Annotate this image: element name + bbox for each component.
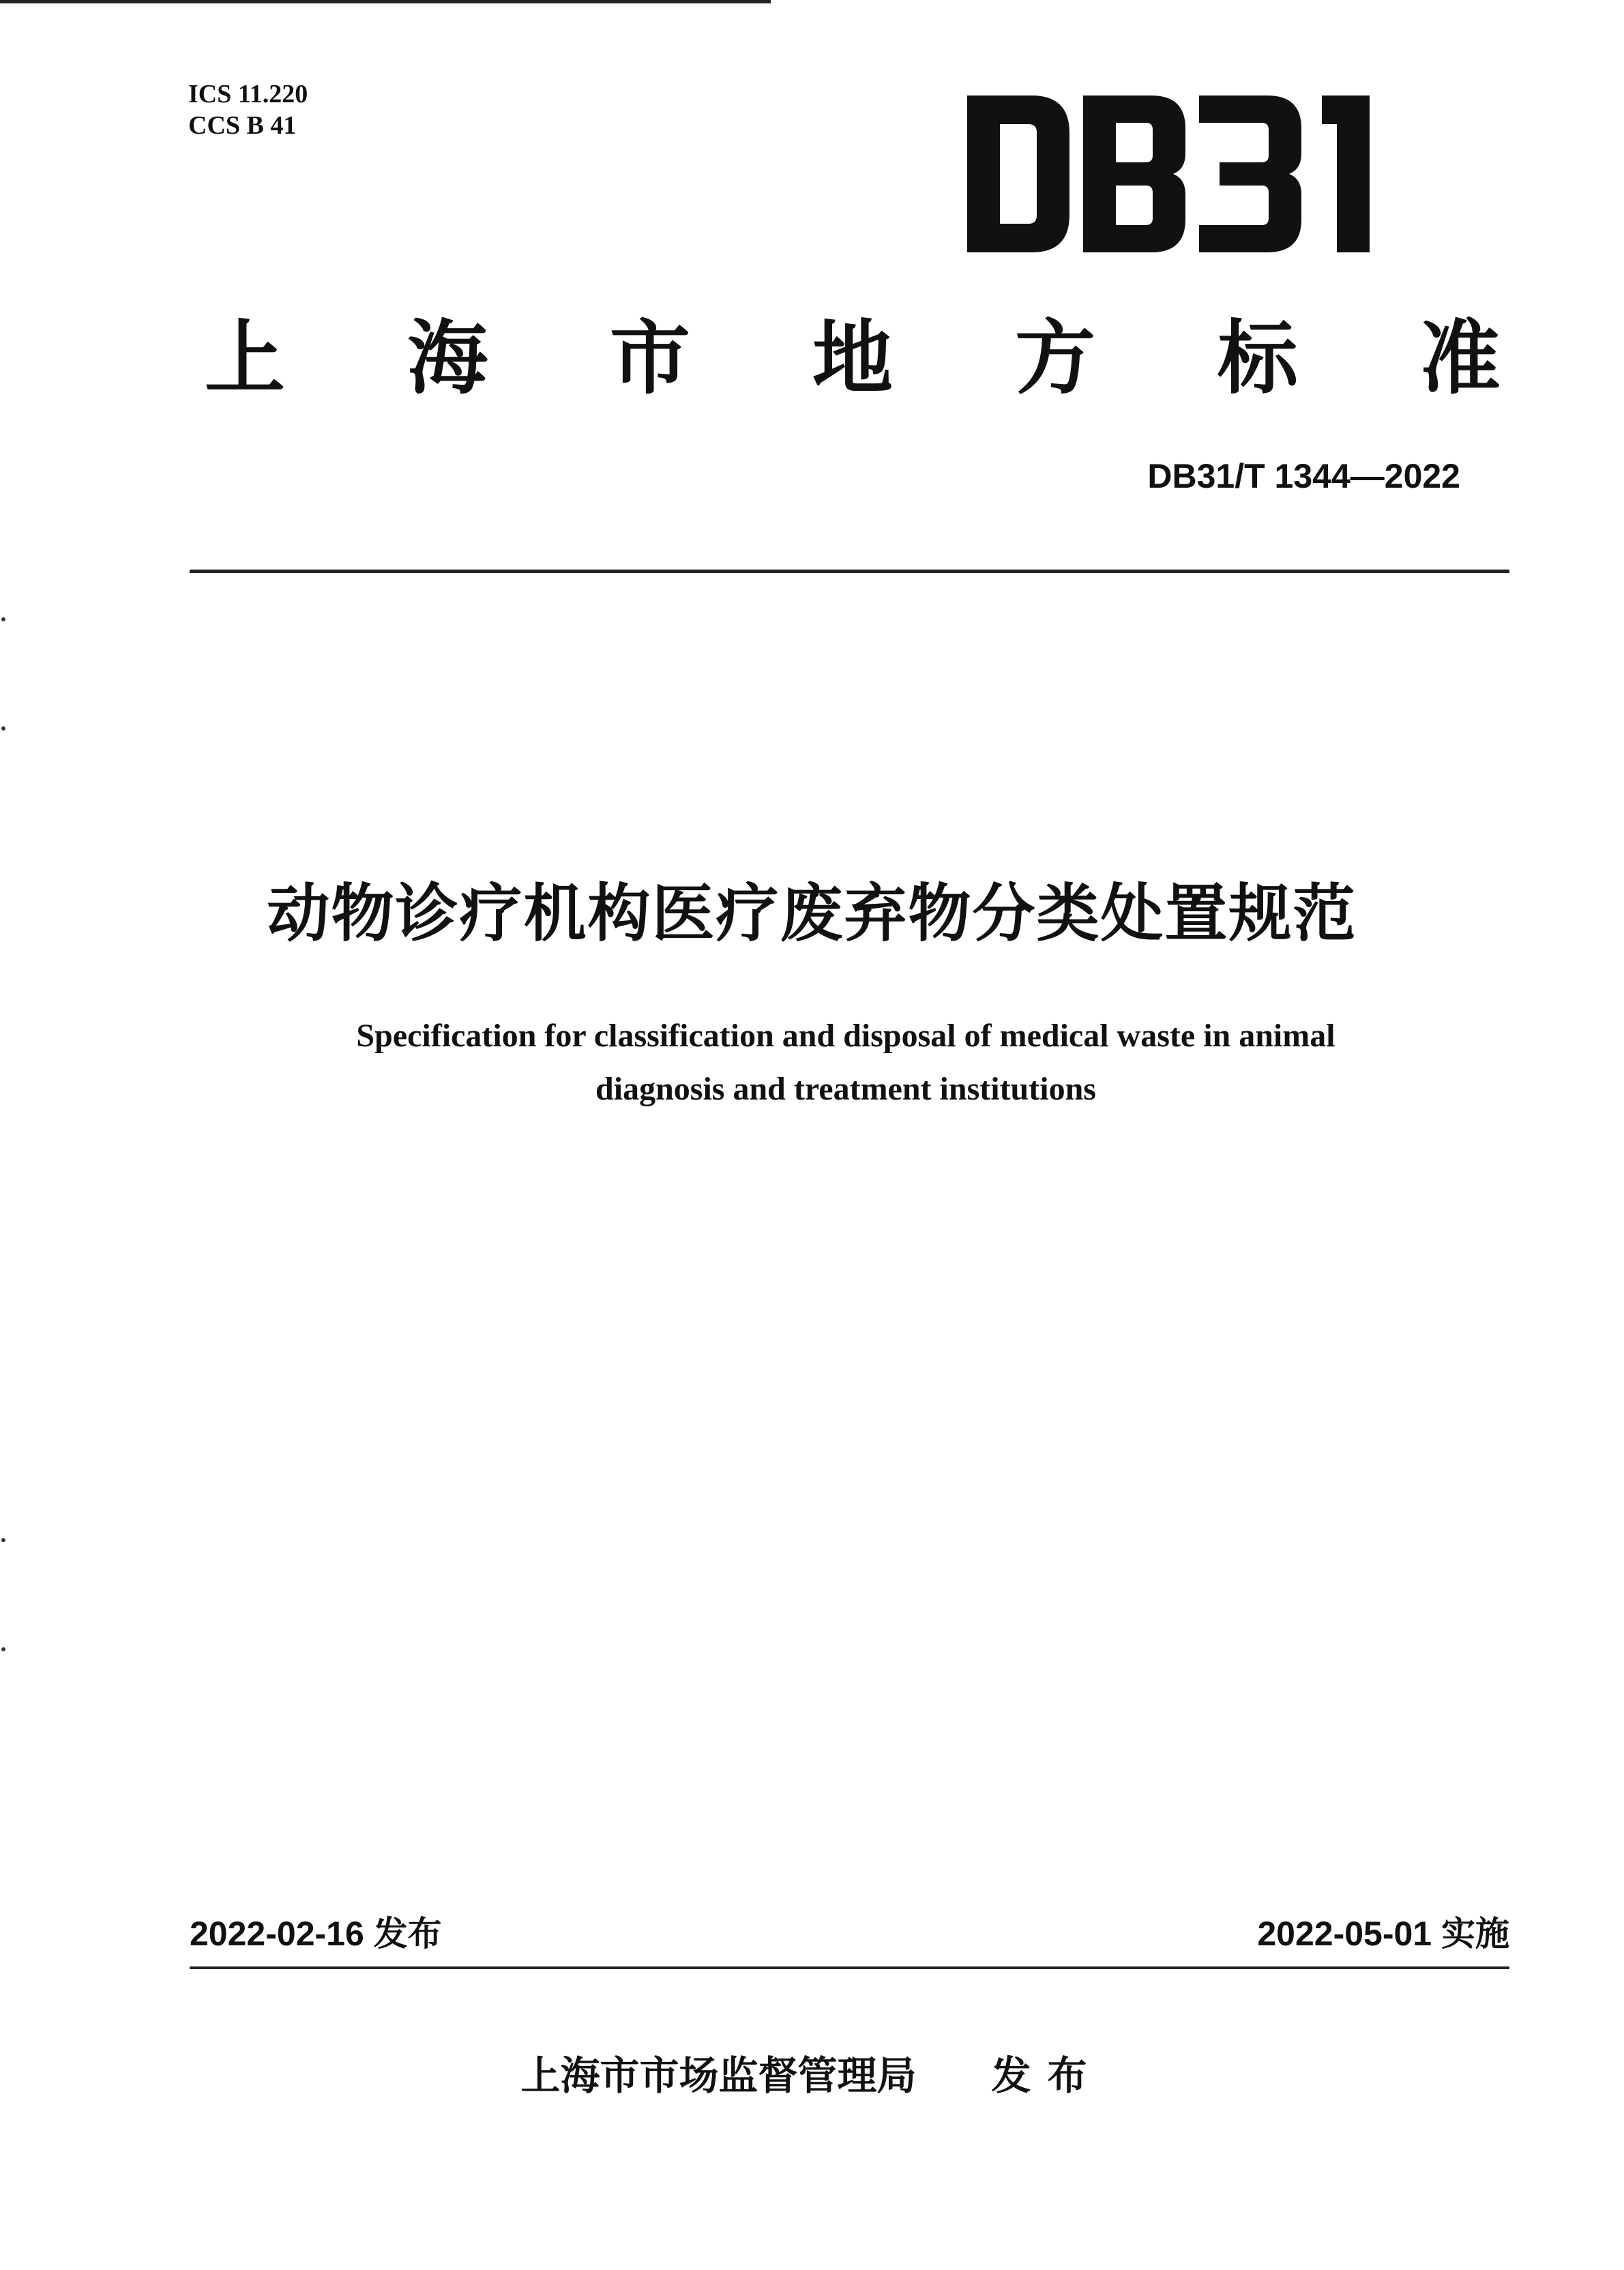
issuer-name: 上海市市场监督管理局: [520, 2052, 917, 2099]
standard-type-char: 准: [1419, 310, 1501, 405]
standard-type-char: 标: [1217, 310, 1298, 405]
scan-speck: [1, 1647, 5, 1651]
dates-row: [190, 1910, 1509, 1958]
scan-speck: [1, 726, 5, 731]
document-title-english: [198, 1009, 1494, 1116]
footer-divider: [190, 1966, 1509, 1969]
scan-speck: [1, 617, 5, 621]
standard-type-char: 地: [812, 310, 893, 405]
standard-type-char: 市: [609, 310, 690, 405]
standard-number: DB31/T 1344—2022: [1147, 457, 1460, 495]
issue-action: 发布: [991, 2052, 1104, 2099]
english-title-line: diagnosis and treatment institutions: [595, 1071, 1096, 1107]
scan-edge-line: [0, 0, 771, 3]
header-divider: [190, 570, 1509, 573]
issuer-line: [0, 2050, 1624, 2102]
ccs-code: CCS B 41: [188, 111, 297, 140]
publish-date: 2022-02-16 发布: [190, 1915, 442, 1953]
standard-type-char: 方: [1014, 310, 1095, 405]
scan-speck: [1, 1538, 5, 1542]
document-title-chinese: 动物诊疗机构医疗废弃物分类处置规范: [267, 877, 1357, 950]
ics-code: ICS 11.220: [188, 80, 308, 108]
standard-type-title: [205, 310, 1501, 406]
db31-logo: [967, 89, 1417, 259]
english-title-line: Specification for classification and disposal of medical waste in animal: [356, 1018, 1335, 1054]
standard-type-char: 上: [205, 310, 286, 405]
classification-codes: [188, 78, 308, 141]
implement-date: 2022-05-01 实施: [1257, 1915, 1509, 1953]
standard-type-char: 海: [407, 310, 488, 405]
